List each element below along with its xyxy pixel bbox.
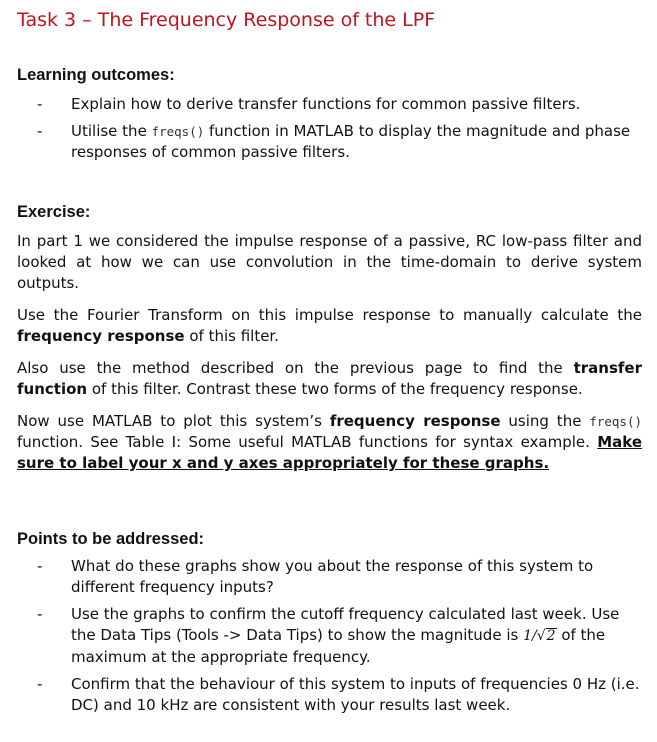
bullet-dash: -	[37, 95, 43, 113]
exercise-heading: Exercise:	[17, 203, 91, 221]
exercise-paragraph-1: In part 1 we considered the impulse response of a passive, RC low-pass filter and looked at how we can use convolution in the time-domain to derive system outputs.	[17, 232, 642, 292]
exercise-paragraph-4: Now use MATLAB to plot this system’s frequency response using the freqs() function. See Table I: Some useful MATLAB functions for syntax example. Make sure to label your x and y axes appropriately for these graphs.	[17, 412, 642, 472]
frequency-value: 10	[136, 696, 156, 714]
bullet-dash: -	[37, 557, 43, 575]
learning-outcomes-list	[17, 94, 647, 169]
task-title: Task 3 – The Frequency Response of the LPF	[17, 9, 436, 31]
points-list	[17, 556, 647, 722]
list-item: - What do these graphs show you about the response of this system to different frequency inputs?	[37, 557, 594, 596]
list-item: - Use the graphs to confirm the cutoff frequency calculated last week. Use the Data Tips (Tools -> Data Tips) to show the magnitude is 1/√2 of the maximum at the appropriate frequency.	[37, 605, 620, 666]
exercise-paragraph-2: Use the Fourier Transform on this impulse response to manually calculate the frequency response of this filter.	[17, 306, 642, 345]
code-freqs: freqs()	[589, 414, 642, 429]
list-item: - Utilise the freqs() function in MATLAB to display the magnitude and phase responses of common passive filters.	[37, 122, 631, 161]
list-item: - Confirm that the behaviour of this system to inputs of frequencies 0 Hz (i.e. DC) and 10 kHz are consistent with your results last week.	[37, 675, 640, 714]
exercise-paragraph-3: Also use the method described on the previous page to find the transfer function of this filter. Contrast these two forms of the frequency response.	[17, 359, 642, 398]
bullet-dash: -	[37, 122, 43, 140]
code-freqs: freqs()	[151, 124, 205, 139]
inverse-sqrt-two: 1/√2	[523, 628, 556, 644]
learning-outcomes-heading: Learning outcomes:	[17, 66, 175, 84]
list-item: - Explain how to derive transfer functions for common passive filters.	[37, 95, 581, 113]
bullet-dash: -	[37, 605, 43, 623]
bullet-dash: -	[37, 675, 43, 693]
points-heading: Points to be addressed:	[17, 530, 205, 548]
